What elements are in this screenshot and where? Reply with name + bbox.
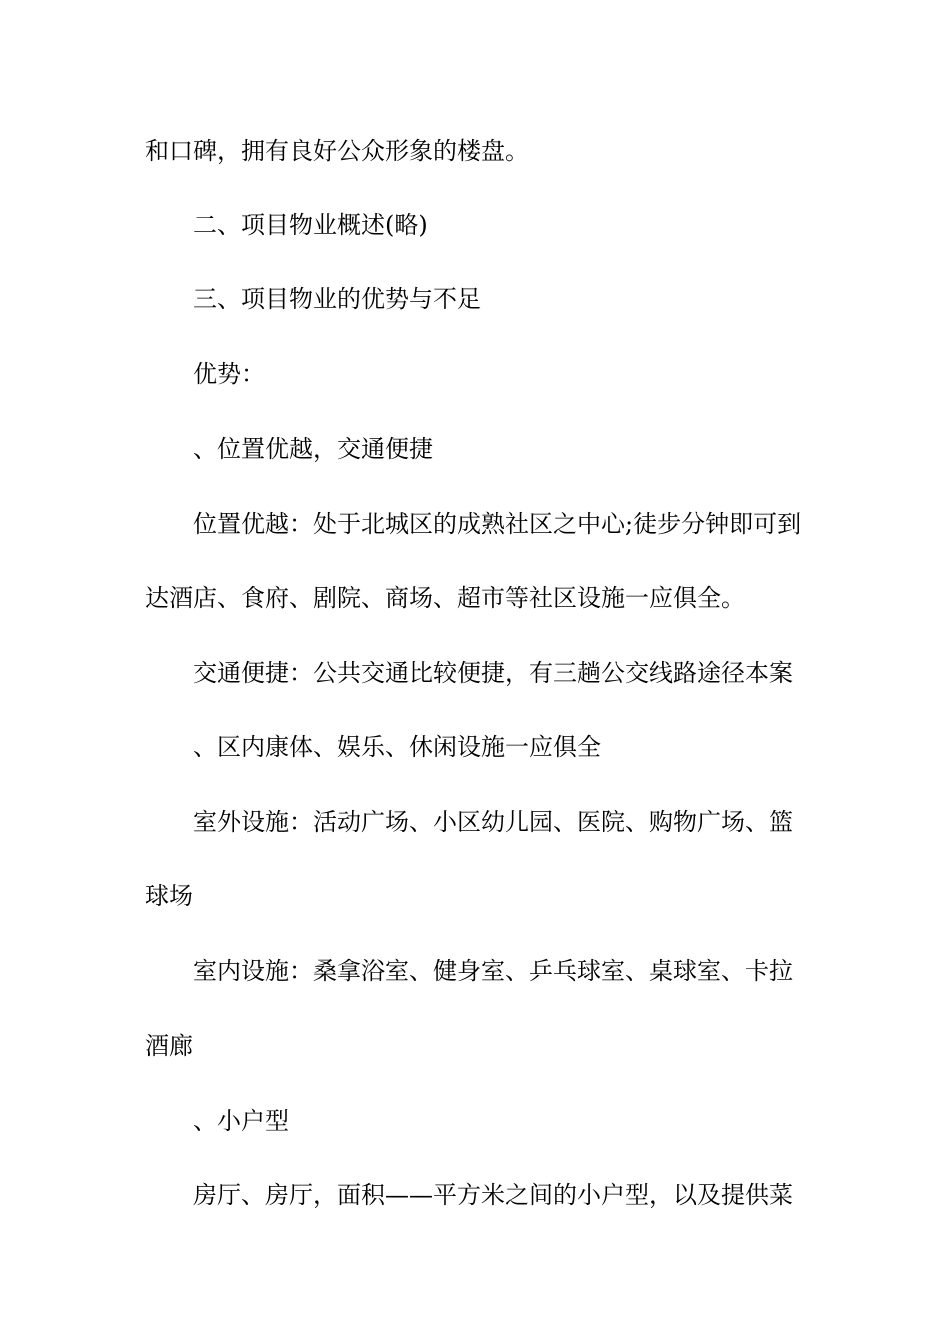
list-item-facilities: 、区内康体、娱乐、休闲设施一应俱全	[193, 733, 601, 761]
paragraph-indoor-line-2: 酒廊	[145, 1032, 193, 1060]
subheading-advantages: 优势：	[193, 360, 265, 388]
paragraph-location-line-1: 位置优越：处于北城区的成熟社区之中心;徒步分钟即可到	[193, 510, 802, 538]
paragraph-outdoor-line-1: 室外设施：活动广场、小区幼儿园、医院、购物广场、篮	[193, 808, 793, 836]
paragraph-location-line-2: 达酒店、食府、剧院、商场、超市等社区设施一应俱全。	[145, 584, 745, 612]
text-line-1: 和口碑，拥有良好公众形象的楼盘。	[145, 137, 529, 165]
paragraph-outdoor-line-2: 球场	[145, 882, 193, 910]
list-item-small-units: 、小户型	[193, 1107, 289, 1135]
paragraph-indoor-line-1: 室内设施：桑拿浴室、健身室、乒乓球室、桌球室、卡拉	[193, 957, 793, 985]
paragraph-transport: 交通便捷：公共交通比较便捷，有三趟公交线路途径本案	[193, 659, 793, 687]
section-heading-3: 三、项目物业的优势与不足	[193, 285, 481, 313]
list-item-location: 、位置优越，交通便捷	[193, 435, 433, 463]
section-heading-2: 二、项目物业概述(略)	[193, 211, 428, 239]
paragraph-units: 房厅、房厅，面积——平方米之间的小户型，以及提供菜	[193, 1181, 793, 1209]
